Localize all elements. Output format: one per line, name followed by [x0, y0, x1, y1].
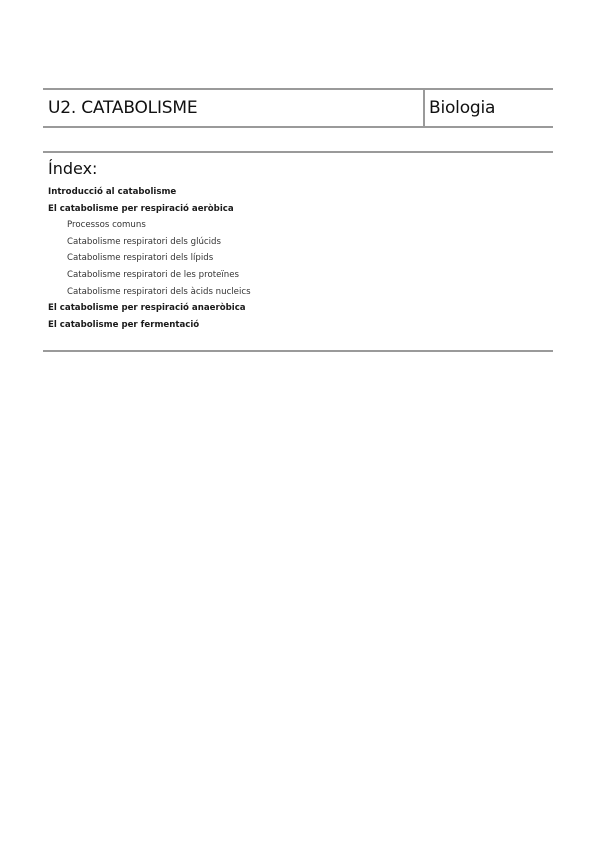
- toc-subitem[interactable]: Processos comuns: [67, 220, 146, 231]
- document-subject: Biologia: [429, 98, 496, 118]
- subject-cell: [425, 90, 553, 126]
- toc-subitem[interactable]: Catabolisme respiratori dels glúcids: [67, 236, 221, 247]
- toc-item[interactable]: El catabolisme per respiració anaeròbica: [48, 303, 246, 314]
- index-heading: Índex:: [48, 159, 98, 178]
- toc-item[interactable]: Introducció al catabolisme: [48, 187, 177, 197]
- title-cell: [43, 90, 425, 126]
- toc-subitem[interactable]: Catabolisme respiratori dels lípids: [67, 253, 214, 264]
- toc-subitem[interactable]: Catabolisme respiratori de les proteïnes: [67, 269, 239, 280]
- document-header: [43, 88, 553, 128]
- toc-subitem[interactable]: Catabolisme respiratori dels àcids nucleics: [67, 286, 251, 297]
- toc-list: [48, 184, 251, 333]
- table-of-contents: [43, 151, 553, 352]
- toc-item[interactable]: El catabolisme per fermentació: [48, 319, 200, 330]
- toc-item[interactable]: El catabolisme per respiració aeròbica: [48, 203, 234, 214]
- document-title: U2. CATABOLISME: [48, 98, 198, 118]
